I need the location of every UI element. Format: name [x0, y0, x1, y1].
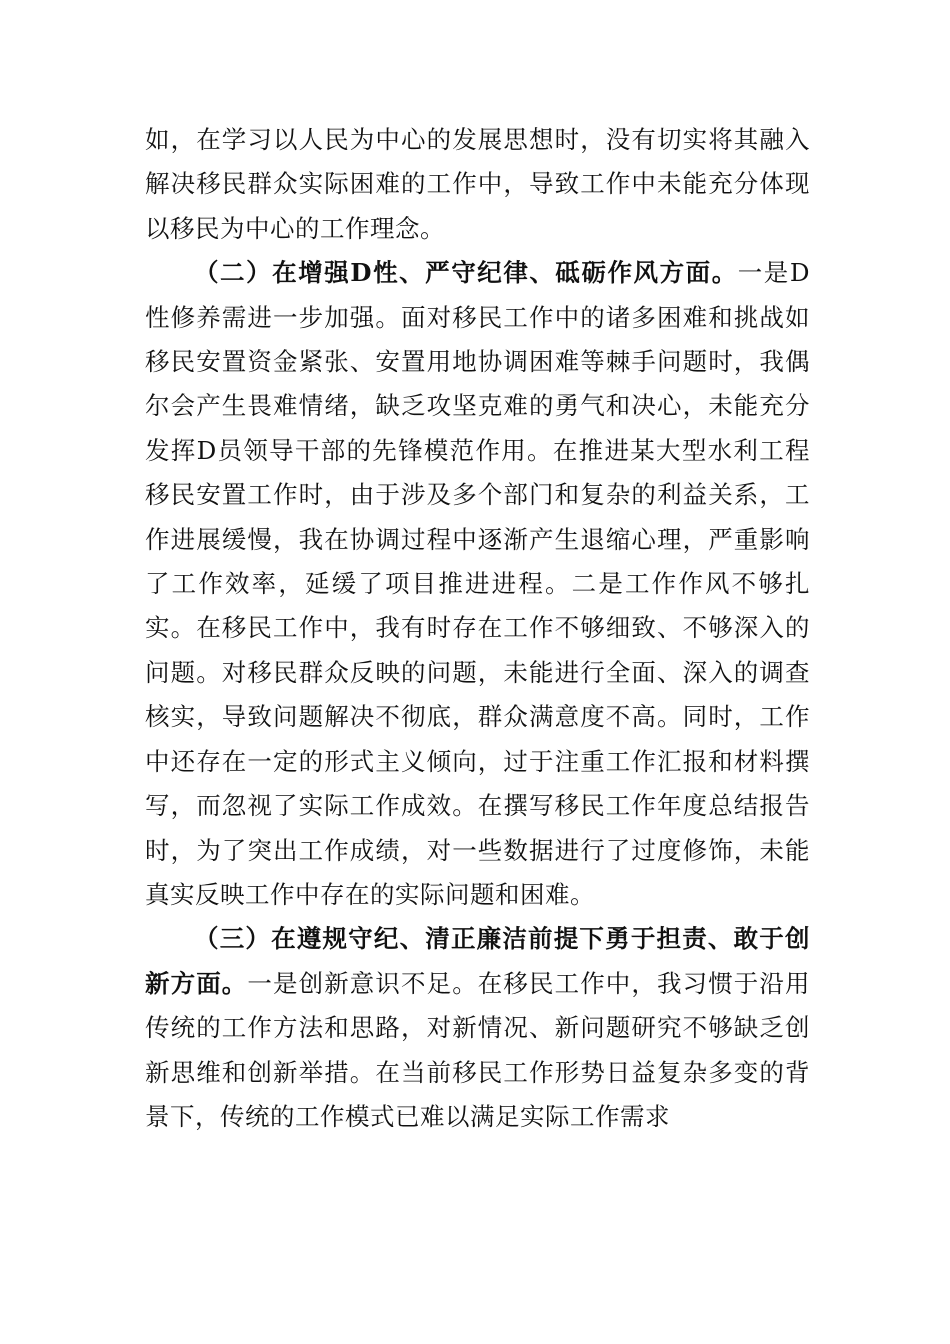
paragraph-section-three — [145, 917, 810, 1139]
section-three-text: 一是创新意识不足。在移民工作中，我习惯于沿用传统的工作方法和思路，对新情况、新问题研究不够缺乏创新思维和创新举措。在当前移民工作形势日益复杂多变的背景下，传统的工作模式已难以满足实际工作需求 — [145, 968, 811, 1131]
section-two-text: 一是D性修养需进一步加强。面对移民工作中的诸多困难和挑战如移民安置资金紧张、安置用地协调困难等棘手问题时，我偶尔会产生畏难情绪，缺乏攻坚克难的勇气和决心，未能充分发挥D员领导干部的先锋模范作用。在推进某大型水利工程移民安置工作时，由于涉及多个部门和复杂的利益关系，工作进展缓慢，我在协调过程中逐渐产生退缩心理，严重影响了工作效率，延缓了项目推进进程。二是工作作风不够扎实。在移民工作中，我有时存在工作不够细致、不够深入的问题。对移民群众反映的问题，未能进行全面、深入的调查核实，导致问题解决不彻底，群众满意度不高。同时，工作中还存在一定的形式主义倾向，过于注重工作汇报和材料撰写，而忽视了实际工作成效。在撰写移民工作年度总结报告时，为了突出工作成绩，对一些数据进行了过度修饰，未能真实反映工作中存在的实际问题和困难。 — [145, 258, 810, 909]
section-three-heading: （三）在遵规守纪、清正廉洁前提下勇于担责、敢于创新方面。 — [145, 924, 810, 998]
document-body — [145, 118, 810, 1139]
paragraph-section-two — [145, 251, 810, 917]
paragraph-continuation — [145, 118, 810, 251]
section-two-heading: （二）在增强D性、严守纪律、砥砺作风方面。 — [194, 258, 738, 288]
paragraph-1-text: 如，在学习以人民为中心的发展思想时，没有切实将其融入解决移民群众实际困难的工作中，导致工作中未能充分体现以移民为中心的工作理念。 — [145, 125, 810, 243]
